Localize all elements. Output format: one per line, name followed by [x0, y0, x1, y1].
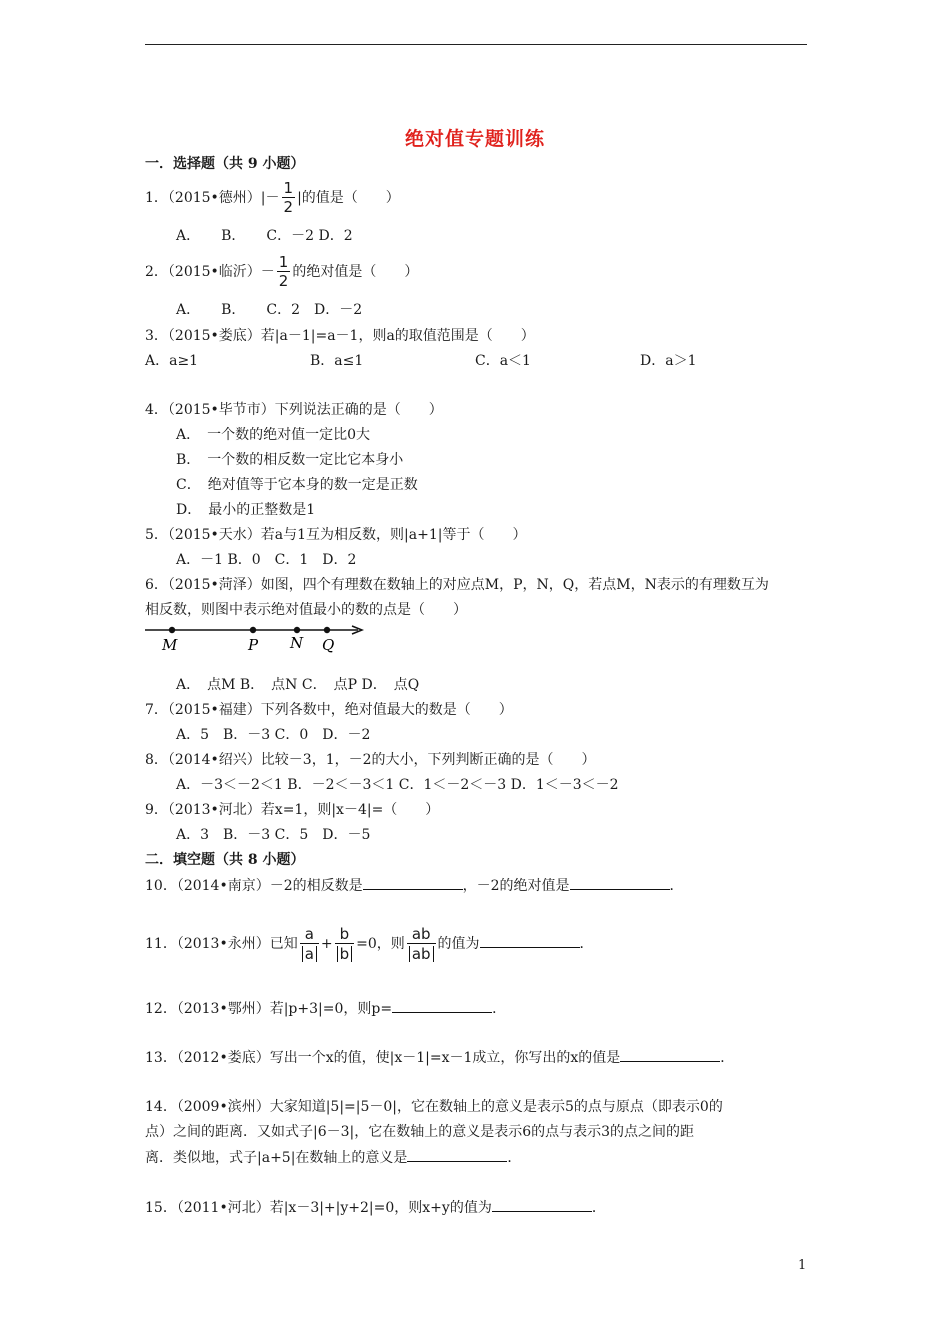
q13-text: 13．（2012•娄底）写出一个x的值，使|x－1|=x－1成立，你写出的x的值是	[145, 1050, 621, 1066]
q11-prefix: 11．（2013•永州）已知	[145, 936, 298, 952]
q1-prefix: 1．（2015•德州）|	[145, 190, 266, 206]
q3-option-c: C．a＜1	[475, 353, 531, 369]
q14-end: ．	[507, 1150, 522, 1166]
q3-option-d: D．a＞1	[640, 353, 697, 369]
q5-options: A．－1 B．0 C．1 D．2	[176, 552, 357, 568]
q11-blank	[480, 933, 580, 948]
q4-option-b: B． 一个数的相反数一定比它本身小	[176, 452, 404, 468]
point-p	[250, 627, 256, 633]
header-rule	[145, 44, 807, 45]
question-10	[145, 875, 684, 896]
q12-text: 12．（2013•鄂州）若|p+3|=0，则p=	[145, 1001, 393, 1017]
question-15	[145, 1197, 606, 1218]
q4-option-a: A． 一个数的绝对值一定比0大	[176, 427, 371, 443]
q11-fraction-b-numerator: b	[335, 926, 355, 944]
q2-prefix: 2．（2015•临沂）	[145, 264, 261, 280]
q7-options: A．5 B．－3 C．0 D．－2	[176, 727, 371, 743]
q15-text: 15．（2011•河北）若|x－3|+|y+2|=0，则x+y的值为	[145, 1200, 492, 1216]
point-n	[294, 627, 300, 633]
q1-minus: －	[265, 190, 280, 206]
question-8: 8．（2014•绍兴）比较－3，1，－2的大小，下列判断正确的是（ ）	[145, 752, 596, 768]
q3-option-b: B．a≤1	[310, 353, 364, 369]
q8-options: A．－3＜－2＜1 B．－2＜－3＜1 C．1＜－2＜－3 D．1＜－3＜－2	[176, 777, 619, 793]
point-m	[169, 627, 175, 633]
question-3: 3．（2015•娄底）若|a－1|=a－1，则a的取值范围是（ ）	[145, 328, 535, 344]
q10-blank-1	[363, 875, 463, 890]
question-12	[145, 998, 506, 1019]
q11-suffix: 的值为	[437, 936, 480, 952]
question-1	[145, 180, 400, 216]
q14-line-3-text: 离．类似地，式子|a+5|在数轴上的意义是	[145, 1150, 408, 1166]
q11-fraction-a-denominator: a	[302, 946, 317, 962]
question-4: 4．（2015•毕节市）下列说法正确的是（ ）	[145, 402, 443, 418]
question-14-line-1: 14．（2009•滨州）大家知道|5|=|5－0|，它在数轴上的意义是表示5的点与原点（即表示0的	[145, 1099, 723, 1115]
q1-numerator: 1	[283, 179, 294, 197]
q11-plus: +	[320, 936, 333, 952]
page-title: 绝对值专题训练	[404, 128, 545, 150]
question-14-line-2: 点）之间的距离．又如式子|6－3|，它在数轴上的意义是表示6的点与表示3的点之间的距	[145, 1124, 695, 1140]
q11-fraction-ab-denominator: ab	[409, 946, 434, 962]
q2-numerator: 1	[278, 253, 289, 271]
q6-options: A． 点M B． 点N C． 点P D． 点Q	[176, 677, 420, 693]
q15-end: ．	[591, 1200, 606, 1216]
question-9: 9．（2013•河北）若x=1，则|x－4|=（ ）	[145, 802, 440, 818]
q11-mid: =0，则	[356, 936, 405, 952]
q12-blank	[392, 998, 492, 1013]
q11-fraction-b-denominator: b	[337, 946, 353, 962]
number-line-figure	[140, 616, 370, 660]
q13-blank	[620, 1047, 720, 1062]
q1-denominator: 2	[283, 198, 294, 216]
q1-suffix: |的值是（ ）	[297, 190, 400, 206]
q2-suffix: 的绝对值是（ ）	[292, 264, 419, 280]
question-5: 5．（2015•天水）若a与1互为相反数，则|a+1|等于（ ）	[145, 527, 527, 543]
q11-end: ．	[579, 936, 594, 952]
question-14-line-3	[145, 1147, 521, 1168]
q10-part-3: ．	[669, 878, 684, 894]
q11-fraction-ab	[407, 926, 436, 962]
q14-blank	[407, 1147, 507, 1162]
q13-end: ．	[720, 1050, 735, 1066]
q9-options: A．3 B．－3 C．5 D．－5	[176, 827, 371, 843]
q12-end: ．	[492, 1001, 507, 1017]
section-choice-heading: 一．选择题（共 9 小题）	[145, 156, 305, 172]
q11-fraction-a-numerator: a	[300, 926, 319, 944]
q11-fraction-ab-numerator: ab	[407, 926, 436, 944]
q3-option-a: A．a≥1	[145, 353, 199, 369]
q1-fraction	[282, 180, 296, 216]
question-11	[145, 922, 594, 966]
q1-options: A． B． C．－2 D．2	[176, 228, 353, 244]
section-fill-heading: 二．填空题（共 8 小题）	[145, 852, 305, 868]
q2-denominator: 2	[278, 272, 289, 290]
question-6-line-1: 6．（2015•菏泽）如图，四个有理数在数轴上的对应点M，P，N，Q，若点M，N表示的有理数互为	[145, 577, 769, 593]
label-m: M	[162, 636, 178, 654]
label-q: Q	[322, 636, 335, 654]
question-2	[145, 254, 418, 290]
q4-option-c: C． 绝对值等于它本身的数一定是正数	[176, 477, 418, 493]
question-13	[145, 1047, 734, 1068]
q11-fraction-a	[300, 926, 319, 962]
q10-part-2: ，－2的绝对值是	[462, 878, 570, 894]
q15-blank	[492, 1197, 592, 1212]
q10-part-1: 10．（2014•南京）－2的相反数是	[145, 878, 363, 894]
question-6-line-2: 相反数，则图中表示绝对值最小的数的点是（ ）	[145, 602, 467, 618]
q4-option-d: D． 最小的正整数是1	[176, 502, 316, 518]
label-n: N	[290, 634, 304, 652]
q2-fraction	[277, 254, 291, 290]
q2-options: A． B． C．2 D．－2	[176, 302, 363, 318]
question-7: 7．（2015•福建）下列各数中，绝对值最大的数是（ ）	[145, 702, 513, 718]
page-number: 1	[798, 1258, 807, 1273]
q2-minus: －	[260, 264, 275, 280]
q11-fraction-b	[335, 926, 355, 962]
label-p: P	[248, 636, 259, 654]
point-q	[324, 627, 330, 633]
q10-blank-2	[570, 875, 670, 890]
